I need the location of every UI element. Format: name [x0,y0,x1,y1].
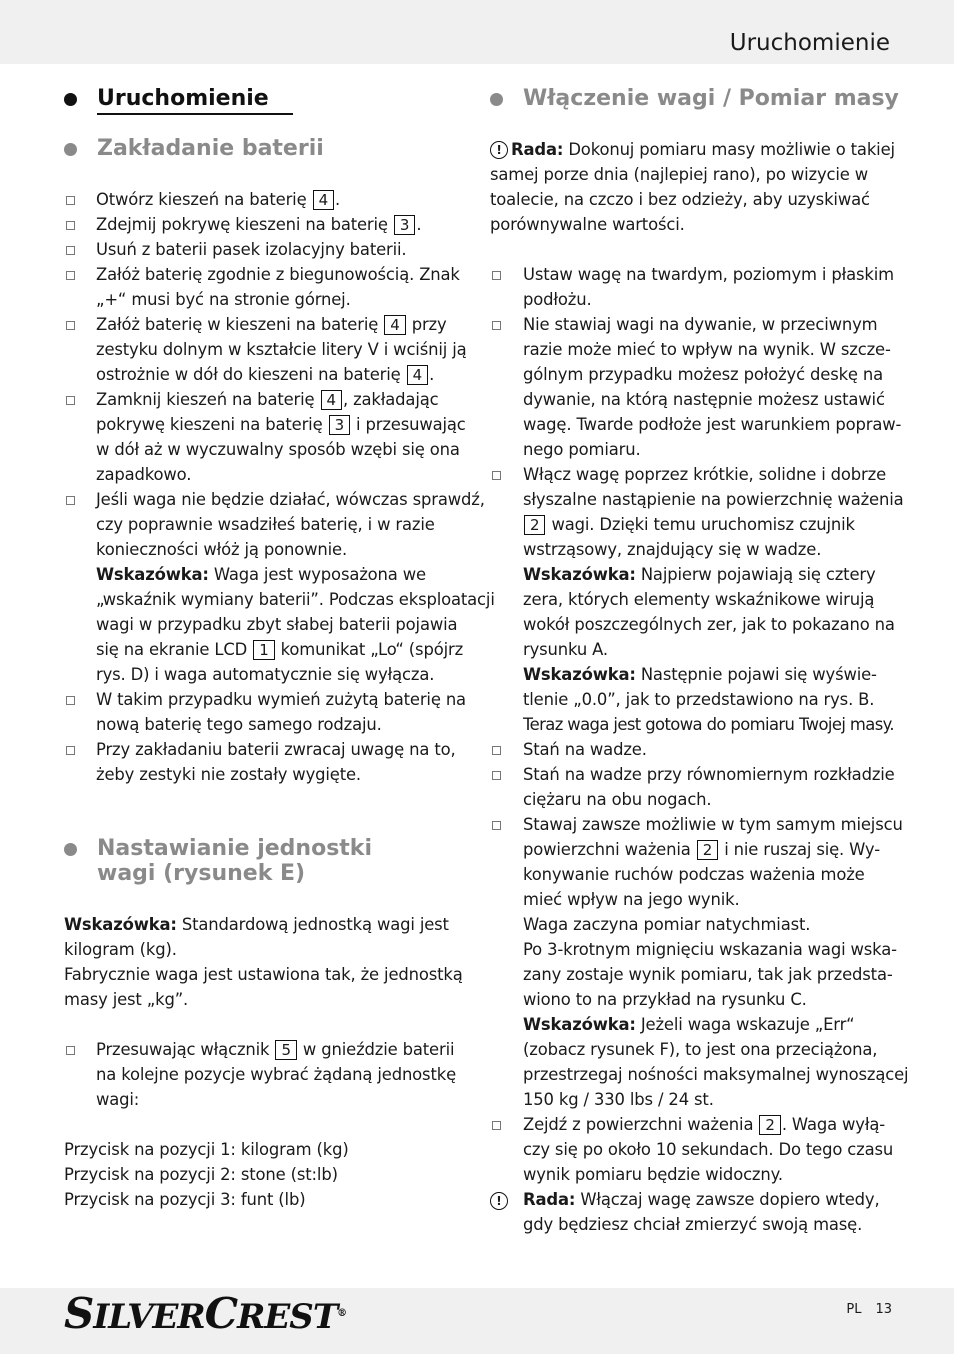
page-number-value: 13 [875,1302,892,1317]
ref-number: 3 [329,415,350,435]
list-item-cont: „+“ musi być na stronie górnej. [96,290,351,309]
list-item-cont: podłożu. [523,290,592,309]
note-line: „wskaźnik wymiany baterii”. Podczas eksploatacji [96,590,495,609]
list-item-cont: nową baterię tego samego rodzaju. [96,715,382,734]
note-line: Wskazówka: Waga jest wyposażona we [96,565,426,584]
text-line: toalecie, na czczo i bez odzieży, aby uzyskiwać [490,190,870,209]
list-item-cont: w dół aż w wyczuwalny sposób wzębi się ona [96,440,460,459]
list-bullet-icon [492,321,501,330]
list-item: Przesuwając włącznik 5 w gnieździe baterii [96,1040,455,1059]
exclamation-icon: ! [490,1192,508,1210]
list-item-cont: konywanie ruchów podczas ważenia może [523,865,865,884]
list-bullet-icon [66,496,75,505]
list-item: Nie stawiaj wagi na dywanie, w przeciwnym [523,315,878,334]
text-line: Przycisk na pozycji 1: kilogram (kg) [64,1140,349,1159]
text-line: Przycisk na pozycji 2: stone (st:lb) [64,1165,338,1184]
list-bullet-icon [492,1121,501,1130]
list-item: Stań na wadze. [523,740,647,759]
list-bullet-icon [66,221,75,230]
ref-number: 3 [394,215,415,235]
list-bullet-icon [66,746,75,755]
list-item: Załóż baterię zgodnie z biegunowością. Znak [96,265,460,284]
tip-line: Rada: Włączaj wagę zawsze dopiero wtedy, [523,1190,880,1209]
list-item: Stań na wadze przy równomiernym rozkładzie [523,765,895,784]
ref-number: 4 [313,190,334,210]
ref-number: 5 [275,1040,296,1060]
note-line: Teraz waga jest gotowa do pomiaru Twojej masy. [523,715,895,734]
list-item-cont: zapadkowo. [96,465,192,484]
list-item-cont: wiono to na przykład na rysunku C. [523,990,807,1009]
header-bar [0,0,954,64]
list-item-cont: czy poprawnie wsadziłeś baterię, i w razie [96,515,435,534]
list-item-cont: dywanie, na którą następnie możesz ustawić [523,390,885,409]
note-line: Wskazówka: Następnie pojawi się wyświe- [523,665,877,684]
bullet-dot-icon [490,93,503,106]
list-bullet-icon [66,1046,75,1055]
ref-number: 2 [697,840,718,860]
list-item-cont: na kolejne pozycje wybrać żądaną jednostkę [96,1065,457,1084]
list-item-cont: żeby zestyki nie zostały wygięte. [96,765,361,784]
note-line: 150 kg / 330 lbs / 24 st. [523,1090,714,1109]
note-line: Wskazówka: Standardową jednostką wagi jest [64,915,449,934]
list-item: W takim przypadku wymień zużytą baterię na [96,690,466,709]
note-line: wagi w przypadku zbyt słabej baterii pojawia [96,615,458,634]
text-line: masy jest „kg”. [64,990,189,1009]
list-item: Zdejmij pokrywę kieszeni na baterię 3 . [96,215,422,234]
note-line: zera, których elementy wskaźnikowe wirują [523,590,875,609]
page-number [846,1300,892,1320]
list-bullet-icon [492,471,501,480]
list-item: Usuń z baterii pasek izolacyjny baterii. [96,240,407,259]
list-bullet-icon [492,771,501,780]
text-line: samej porze dnia (najlepiej rano), po wizycie w [490,165,869,184]
list-item: Przy zakładaniu baterii zwracaj uwagę na to, [96,740,456,759]
list-item: Jeśli waga nie będzie działać, wówczas sprawdź, [96,490,485,509]
list-item-cont: zany zostaje wynik pomiaru, tak jak przedsta- [523,965,893,984]
list-item-cont: ciężaru na obu nogach. [523,790,712,809]
list-bullet-icon [66,246,75,255]
list-item: Zejdź z powierzchni ważenia 2 . Waga wyłą- [523,1115,886,1134]
ref-number: 4 [384,315,405,335]
note-line: (zobacz rysunek F), to jest ona przeciążona, [523,1040,878,1059]
list-item-cont: Waga zaczyna pomiar natychmiast. [523,915,811,934]
list-bullet-icon [66,271,75,280]
tip-line: gdy będziesz chciał zmierzyć swoją masę. [523,1215,863,1234]
ref-number: 1 [253,640,274,660]
list-bullet-icon [66,196,75,205]
ref-number: 4 [321,390,342,410]
text-line: Przycisk na pozycji 3: funt (lb) [64,1190,306,1209]
list-item-cont: Po 3-krotnym mignięciu wskazania wagi wska- [523,940,897,959]
list-item-cont: powierzchni ważenia 2 i nie ruszaj się. Wy- [523,840,880,859]
list-item-cont: ostrożnie w dół do kieszeni na baterię 4 . [96,365,435,384]
note-line: wokół poszczególnych zer, jak to pokazano na [523,615,895,634]
list-item-cont: wagę. Twarde podłoże jest warunkiem popraw- [523,415,902,434]
ref-number: 2 [524,515,545,535]
list-item-cont: razie może mieć to wpływ na wynik. W szcze- [523,340,891,359]
note-line: tlenie „0.0”, jak to przedstawiono na rys. B. [523,690,875,709]
bullet-dot-icon [64,93,77,106]
list-item: Stawaj zawsze możliwie w tym samym miejscu [523,815,903,834]
list-item-cont: pokrywę kieszeni na baterię 3 i przesuwając [96,415,466,434]
text-line: kilogram (kg). [64,940,177,959]
tip-line: ! Rada: Dokonuj pomiaru masy możliwie o takiej [490,137,895,162]
text-line: Fabrycznie waga jest ustawiona tak, że jednostką [64,965,463,984]
bullet-dot-icon [64,143,77,156]
ref-number: 2 [759,1115,780,1135]
list-item-cont: konieczności włóż ją ponownie. [96,540,348,559]
note-line: Wskazówka: Najpierw pojawiają się cztery [523,565,876,584]
note-line: rysunku A. [523,640,608,659]
list-bullet-icon [66,396,75,405]
list-item-cont: 2 wagi. Dzięki temu uruchomisz czujnik [523,512,855,537]
list-item-cont: wagi: [96,1090,140,1109]
list-item-cont: nego pomiaru. [523,440,641,459]
heading-underline [97,113,293,115]
bullet-dot-icon [64,843,77,856]
list-item-cont: wstrząsowy, znajdujący się w wadze. [523,540,822,559]
list-item-cont: gólnym przypadku możesz położyć deskę na [523,365,884,384]
list-item-cont: słyszalne nastąpienie na powierzchnię ważenia [523,490,904,509]
exclamation-icon: ! [490,141,508,159]
list-item: Włącz wagę poprzez krótkie, solidne i dobrze [523,465,887,484]
list-item-cont: zestyku dolnym w kształcie litery V i wciśnij ją [96,340,467,359]
ref-number: 4 [407,365,428,385]
list-bullet-icon [66,321,75,330]
note-line: przestrzegaj nośności maksymalnej wynoszącej [523,1065,909,1084]
list-bullet-icon [492,746,501,755]
list-item-cont: mieć wpływ na jego wynik. [523,890,740,909]
silvercrest-logo: SILVERCREST® [64,1289,347,1338]
language-code: PL [846,1302,862,1317]
list-item: Ustaw wagę na twardym, poziomym i płaskim [523,265,894,284]
list-item-cont: wynik pomiaru będzie widoczny. [523,1165,783,1184]
list-bullet-icon [492,271,501,280]
list-item: Otwórz kieszeń na baterię 4 . [96,190,341,209]
text-line: porównywalne wartości. [490,215,685,234]
list-item: Załóż baterię w kieszeni na baterię 4 przy [96,315,447,334]
list-item-cont: czy się po około 10 sekundach. Do tego czasu [523,1140,894,1159]
list-item: Zamknij kieszeń na baterię 4 , zakładając [96,390,439,409]
header-title: Uruchomienie [729,30,890,56]
list-bullet-icon [492,821,501,830]
list-bullet-icon [66,696,75,705]
note-line: rys. D) i waga automatycznie się wyłącza. [96,665,435,684]
note-line: Wskazówka: Jeżeli waga wskazuje „Err“ [523,1015,855,1034]
note-line: się na ekranie LCD 1 komunikat „Lo“ (spójrz [96,640,464,659]
